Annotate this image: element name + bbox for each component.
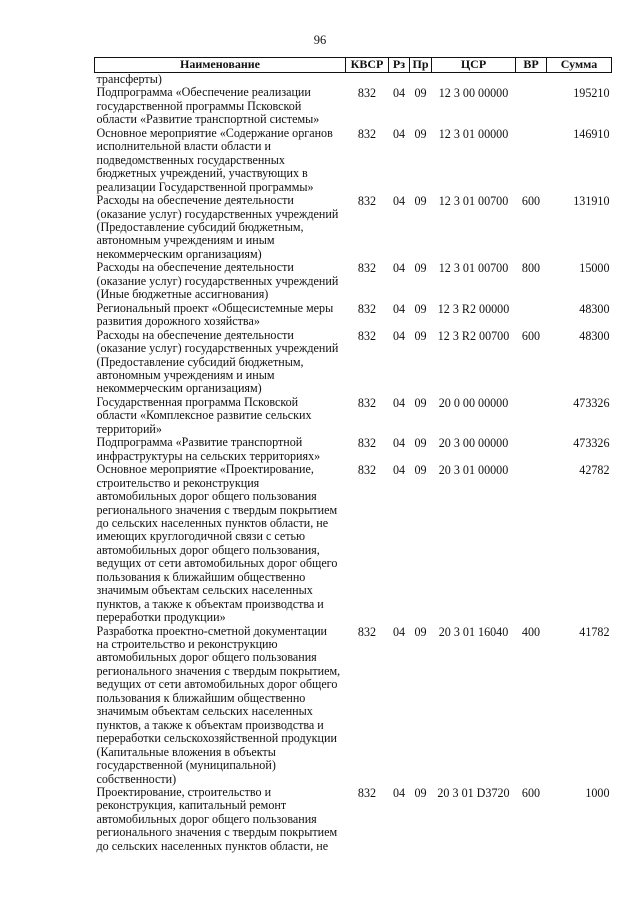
cell-pr: 09 <box>414 463 427 478</box>
header-csr: ЦСР <box>432 58 516 73</box>
table-row <box>95 436 612 463</box>
cell-rz: 04 <box>392 395 406 410</box>
cell-csr: 12 3 R2 00700 <box>437 328 510 343</box>
cell-name: Расходы на обеспечение деятельности (оказание услуг) государственных учреждений (Предоставление субсидий бюджетным, автономным учреждениям и иным некоммерческим организациям) <box>96 193 339 261</box>
cell-name: Региональный проект «Общесистемные меры развития дорожного хозяйства» <box>96 300 334 329</box>
cell-rz: 04 <box>392 463 406 478</box>
cell-csr: 20 3 01 16040 <box>438 624 509 639</box>
cell-vr: 400 <box>521 624 541 639</box>
cell-pr: 09 <box>414 126 427 141</box>
cell-csr: 12 3 00 00000 <box>438 86 509 101</box>
cell-vr <box>516 302 547 329</box>
cell-name: Основное мероприятие «Проектирование, строительство и реконструкция автомобильных дорог общего пользования регионального значения с твердым покрытием до сельских населенных пунктов области, не имеющих круглогодичной связи с сетью автомобильных дорог общего пользования, ведущих от сети автомобильных дорог общего пользования к ближайшим общественно значимым объектам сельских населенных пунктов, а также к объектам производства и переработки продукции» <box>96 462 338 625</box>
cell-sum: 48300 <box>579 301 610 316</box>
cell-sum: 195210 <box>573 86 610 101</box>
cell-vr: 600 <box>521 328 541 343</box>
table-row <box>95 194 612 261</box>
cell-kvsr: 832 <box>357 463 377 478</box>
cell-kvsr: 832 <box>357 436 377 451</box>
table-row <box>95 86 612 126</box>
page-number: 96 <box>313 33 327 47</box>
cell-rz: 04 <box>392 194 406 209</box>
cell-name: Разработка проектно-сметной документации на строительство и реконструкцию автомобильных дорог общего пользования регионального значения с твердым покрытием, ведущих от сети автомобильных дорог общего пользования к ближайшим общественно значимым объектам сельских населенных пунктов, а также к объектам производства и переработки сельскохозяйственной продукции (Капитальные вложения в объекты государственной (муниципальной) собственности) <box>96 623 341 786</box>
cell-name: Расходы на обеспечение деятельности (оказание услуг) государственных учреждений (Предоставление субсидий бюджетным, автономным учреждениям и иным некоммерческим организациям) <box>96 327 339 396</box>
cell-name: Основное мероприятие «Содержание органов исполнительной власти области и подведомственных государственных бюджетных учреждений, участвующих в реализации Государственной программы» <box>96 125 333 194</box>
cell-vr: 600 <box>521 194 541 209</box>
cell-vr: 800 <box>521 261 541 276</box>
header-pr: Пр <box>410 58 432 73</box>
cell-kvsr <box>346 73 389 87</box>
cell-csr: 20 3 01 D3720 <box>437 786 510 801</box>
cell-rz: 04 <box>392 436 406 451</box>
header-rz: Рз <box>389 58 410 73</box>
table-row <box>95 329 612 396</box>
table-row <box>95 786 612 853</box>
cell-kvsr: 832 <box>357 786 377 801</box>
cell-kvsr: 832 <box>357 126 377 141</box>
table-row <box>95 302 612 329</box>
cell-csr: 12 3 01 00700 <box>438 194 509 209</box>
cell-sum: 1000 <box>585 786 610 801</box>
cell-kvsr: 832 <box>357 624 377 639</box>
cell-pr: 09 <box>414 194 427 209</box>
cell-rz: 04 <box>392 126 406 141</box>
cell-pr: 09 <box>414 328 427 343</box>
cell-rz: 04 <box>392 328 406 343</box>
cell-name: Подпрограмма «Обеспечение реализации государственной программы Псковской области «Развитие транспортной системы» <box>96 85 320 127</box>
cell-kvsr: 832 <box>357 194 377 209</box>
table-row <box>95 625 612 786</box>
cell-pr: 09 <box>414 436 427 451</box>
cell-kvsr: 832 <box>357 261 377 276</box>
cell-name: трансферты) <box>96 72 162 86</box>
cell-sum: 473326 <box>573 436 610 451</box>
cell-rz: 04 <box>392 624 406 639</box>
table-header <box>95 58 612 73</box>
table-row <box>95 463 612 624</box>
cell-sum: 15000 <box>579 261 610 276</box>
cell-vr <box>516 127 547 194</box>
cell-pr: 09 <box>414 261 427 276</box>
cell-vr <box>516 86 547 126</box>
cell-vr <box>516 463 547 624</box>
cell-name: Подпрограмма «Развитие транспортной инфраструктуры на сельских территориях» <box>96 435 321 463</box>
cell-vr <box>516 73 547 87</box>
cell-pr: 09 <box>414 624 427 639</box>
cell-kvsr: 832 <box>357 301 377 316</box>
cell-sum: 48300 <box>579 328 610 343</box>
cell-rz: 04 <box>392 786 406 801</box>
cell-rz: 04 <box>392 261 406 276</box>
cell-vr <box>516 436 547 463</box>
cell-vr: 600 <box>521 786 541 801</box>
cell-vr <box>516 396 547 436</box>
table-row <box>95 127 612 194</box>
cell-csr: 20 3 01 00000 <box>438 463 509 478</box>
cell-csr: 12 3 01 00000 <box>438 126 509 141</box>
budget-table <box>94 57 612 853</box>
cell-rz: 04 <box>392 301 406 316</box>
header-name: Наименование <box>95 58 346 73</box>
cell-name: Проектирование, строительство и реконструкция, капитальный ремонт автомобильных дорог общего пользования регионального значения с твердым покрытием до сельских населенных пунктов области, не <box>96 785 338 853</box>
cell-csr: 12 3 01 00700 <box>438 261 509 276</box>
header-kvsr: КВСР <box>346 58 389 73</box>
cell-name: Расходы на обеспечение деятельности (оказание услуг) государственных учреждений (Иные бюджетные ассигнования) <box>96 260 339 302</box>
cell-rz: 04 <box>392 86 406 101</box>
cell-pr: 09 <box>414 86 427 101</box>
table-row <box>95 396 612 436</box>
cell-sum: 42782 <box>579 463 610 478</box>
cell-sum: 131910 <box>573 194 610 209</box>
cell-pr: 09 <box>414 301 427 316</box>
cell-pr: 09 <box>414 395 427 410</box>
cell-csr <box>432 73 516 87</box>
cell-sum <box>547 73 612 87</box>
cell-pr <box>410 73 432 87</box>
table-row <box>95 261 612 301</box>
header-vr: ВР <box>516 58 547 73</box>
cell-sum: 146910 <box>573 126 610 141</box>
cell-csr: 12 3 R2 00000 <box>437 301 510 316</box>
cell-rz <box>389 73 410 87</box>
cell-kvsr: 832 <box>357 328 377 343</box>
cell-sum: 41782 <box>579 624 610 639</box>
cell-sum: 473326 <box>573 395 610 410</box>
cell-kvsr: 832 <box>357 86 377 101</box>
cell-kvsr: 832 <box>357 395 377 410</box>
cell-csr: 20 0 00 00000 <box>438 395 509 410</box>
table-row <box>95 73 612 87</box>
cell-pr: 09 <box>414 786 427 801</box>
cell-name: Государственная программа Псковской области «Комплексное развитие сельских территорий» <box>96 394 312 436</box>
cell-csr: 20 3 00 00000 <box>438 436 509 451</box>
table-body <box>95 73 612 854</box>
header-sum: Сумма <box>547 58 612 73</box>
